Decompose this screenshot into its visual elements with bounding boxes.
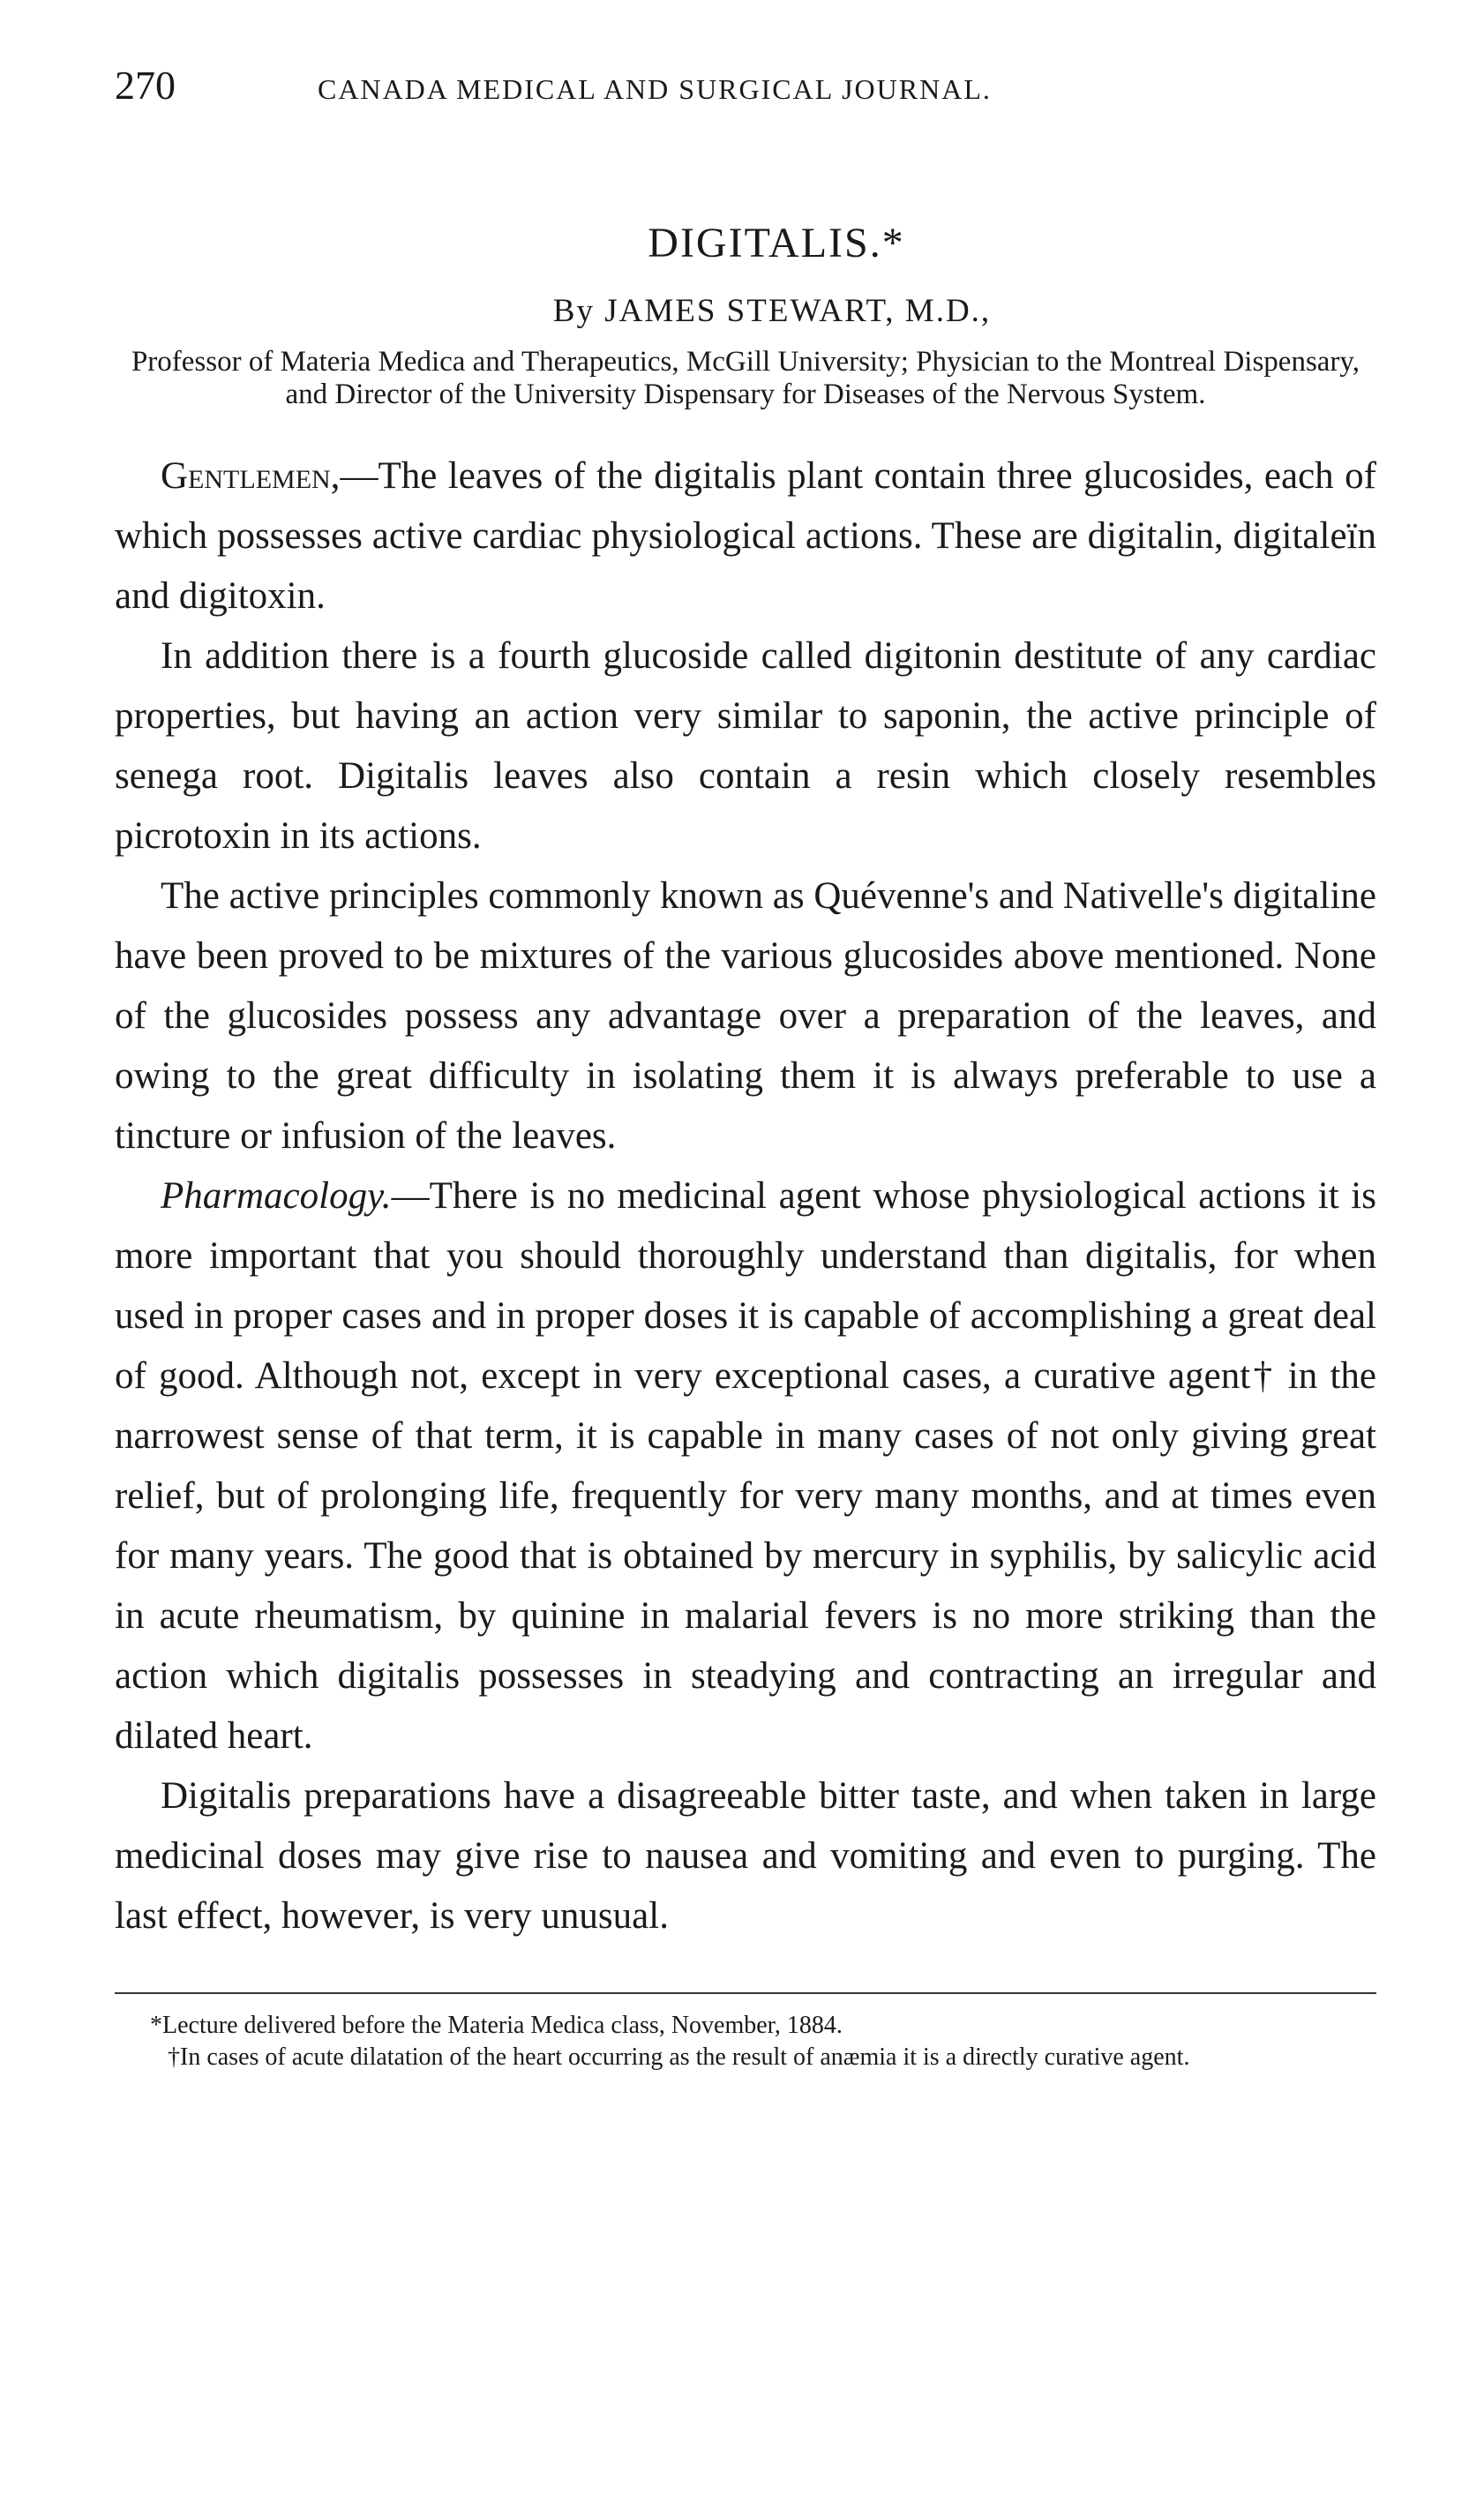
section-heading-pharmacology: Pharmacology. bbox=[161, 1174, 392, 1217]
footnote-lecture: *Lecture delivered before the Materia Medica class, November, 1884. bbox=[150, 2011, 843, 2039]
paragraph-3: The active principles commonly known as Quévenne's and Nativelle's digitaline have been proved to be mixtures of the various glucosides above mentioned. None of the glucosides possess any advantage over a preparation of the leaves, and owing to the great difficulty in isolating them it is always preferable to use a tincture or infusion of the leaves. bbox=[115, 874, 1376, 1157]
paragraph-2: In addition there is a fourth glucoside called digitonin destitute of any cardiac properties, but having an action very similar to saponin, the active principle of senega root. Digitalis leaves also contain a resin which closely resembles picrotoxin in its actions. bbox=[115, 634, 1376, 857]
paragraph-4-text: —There is no medicinal agent whose physiological actions it is more important that you should thoroughly understand than digitalis, for when used in proper cases and in proper doses it is capable of accomplishing a great deal of good. Although not, except in very exceptional cases, a curative agent† in the narrowest sense of that term, it is capable in many cases of not only giving great relief, but of prolonging life, frequently for very many months, and at times even for many years. The good that is obtained by mercury in syphilis, by salicylic acid in acute rheumatism, by quinine in malarial fevers is no more striking than the action which digitalis possesses in steadying and contracting an irregular and dilated heart. bbox=[115, 1174, 1376, 1757]
author-byline: By JAMES STEWART, M.D., bbox=[552, 293, 992, 329]
page-number: 270 bbox=[115, 63, 176, 108]
journal-title: CANADA MEDICAL AND SURGICAL JOURNAL. bbox=[318, 73, 992, 105]
journal-page bbox=[115, 62, 1376, 2073]
author-affiliation: Professor of Materia Medica and Therapeutics, McGill University; Physician to the Montreal Dispensary, and Director of the University Dispensary for Diseases of the Nervous System. bbox=[131, 346, 1360, 410]
footnote-dagger: †In cases of acute dilatation of the heart occurring as the result of anæmia it is a directly curative agent. bbox=[168, 2043, 1190, 2071]
article-body bbox=[115, 446, 1376, 1946]
paragraph-1-text: —The leaves of the digitalis plant contain three glucosides, each of which possesses active cardiac physiological actions. These are digitalin, digitaleïn and digitoxin. bbox=[115, 454, 1376, 617]
running-head bbox=[115, 62, 1376, 115]
paragraph-1 bbox=[115, 446, 1376, 626]
article-title: DIGITALIS.* bbox=[648, 220, 905, 266]
paragraph-5: Digitalis preparations have a disagreeable bitter taste, and when taken in large medicinal doses may give rise to nausea and vomiting and even to purging. The last effect, however, is very unusual. bbox=[115, 1774, 1376, 1937]
paragraph-4 bbox=[115, 1166, 1376, 1766]
salutation: Gentlemen, bbox=[161, 454, 341, 497]
footnote-divider bbox=[115, 1992, 1376, 1994]
